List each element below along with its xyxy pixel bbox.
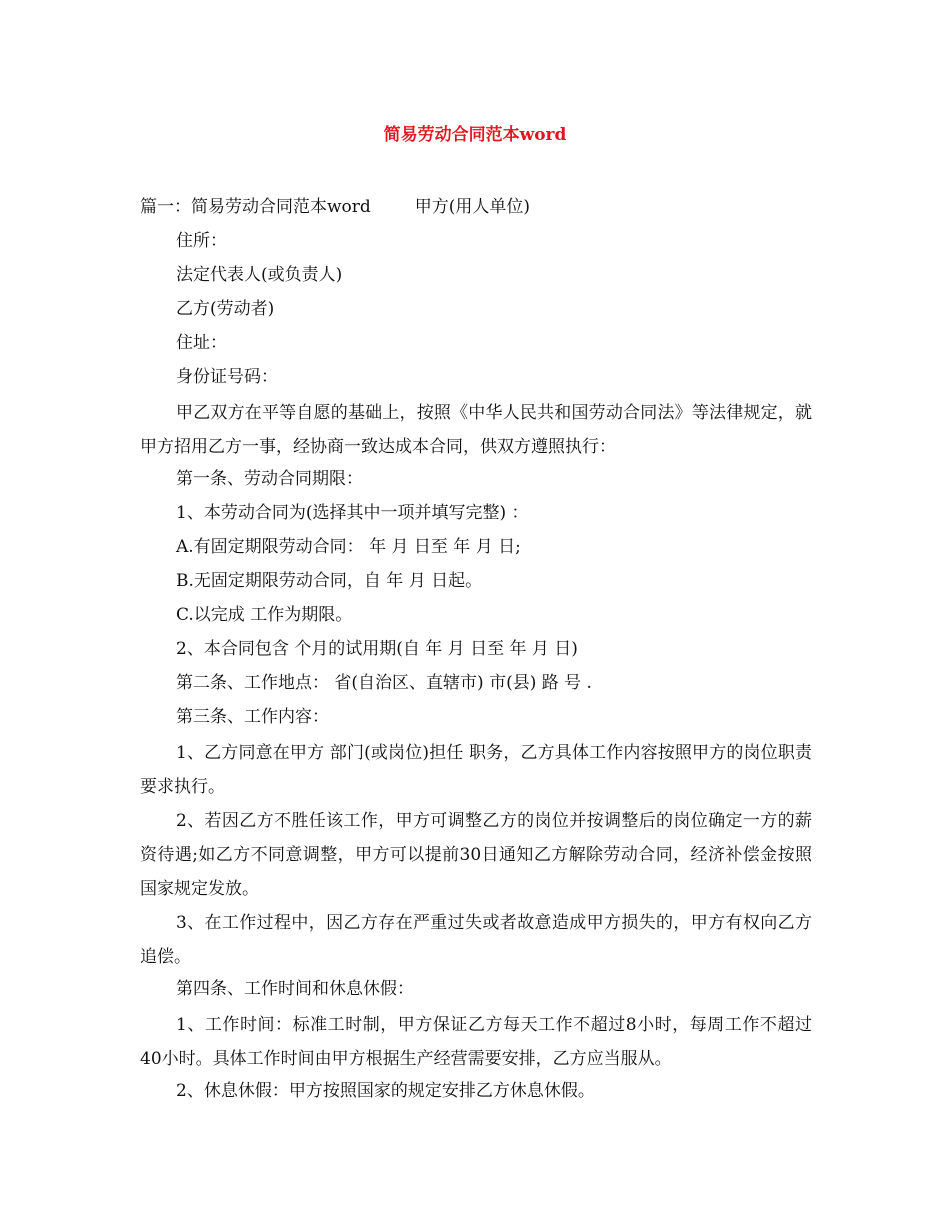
article-1-item: 1、本劳动合同为(选择其中一项并填写完整) ：	[176, 503, 529, 523]
document-title: 简易劳动合同范本word	[383, 125, 567, 145]
address-line: 住所：	[176, 231, 227, 251]
preamble-paragraph: 甲乙双方在平等自愿的基础上，按照《中华人民共和国劳动合同法》等法律规定，就甲方招用乙方一事，经协商一致达成本合同，供双方遵照执行：	[140, 403, 812, 457]
article-1-item: C.以完成 工作为期限。	[176, 605, 353, 625]
legal-representative-line: 法定代表人(或负责人)	[176, 265, 343, 285]
article-4-heading: 第四条、工作时间和休息休假：	[176, 979, 414, 999]
party-a-label: 甲方(用人单位)	[414, 197, 531, 217]
chapter-heading: 篇一：简易劳动合同范本word	[140, 197, 371, 217]
article-3-paragraph: 1、乙方同意在甲方 部门(或岗位)担任 职务，乙方具体工作内容按照甲方的岗位职责要求执行。	[140, 743, 812, 797]
article-3-heading: 第三条、工作内容：	[176, 707, 329, 727]
party-b-line: 乙方(劳动者)	[176, 299, 275, 319]
party-b-address-line: 住址：	[176, 333, 227, 353]
document-body	[140, 192, 812, 1110]
article-3-paragraph: 2、若因乙方不胜任该工作，甲方可调整乙方的岗位并按调整后的岗位确定一方的薪资待遇;如乙方不同意调整，甲方可以提前30日通知乙方解除劳动合同，经济补偿金按照国家规定发放。	[140, 811, 812, 899]
article-1-item: 2、本合同包含 个月的试用期(自 年 月 日至 年 月 日)	[176, 639, 578, 659]
article-2-heading: 第二条、工作地点： 省(自治区、直辖市) 市(县) 路 号 .	[176, 673, 592, 693]
article-3-paragraph: 3、在工作过程中，因乙方存在严重过失或者故意造成甲方损失的，甲方有权向乙方追偿。	[140, 913, 812, 967]
article-1-item: B.无固定期限劳动合同，自 年 月 日起。	[176, 571, 483, 591]
article-4-paragraph: 1、工作时间：标准工时制，甲方保证乙方每天工作不超过8小时，每周工作不超过40小时。具体工作时间由甲方根据生产经营需要安排，乙方应当服从。	[140, 1015, 812, 1069]
first-line	[140, 192, 812, 222]
article-4-paragraph: 2、休息休假：甲方按照国家的规定安排乙方休息休假。	[176, 1081, 595, 1101]
id-number-line: 身份证号码：	[176, 367, 278, 387]
article-1-item: A.有固定期限劳动合同： 年 月 日至 年 月 日;	[176, 537, 521, 557]
article-1-heading: 第一条、劳动合同期限：	[176, 469, 363, 489]
